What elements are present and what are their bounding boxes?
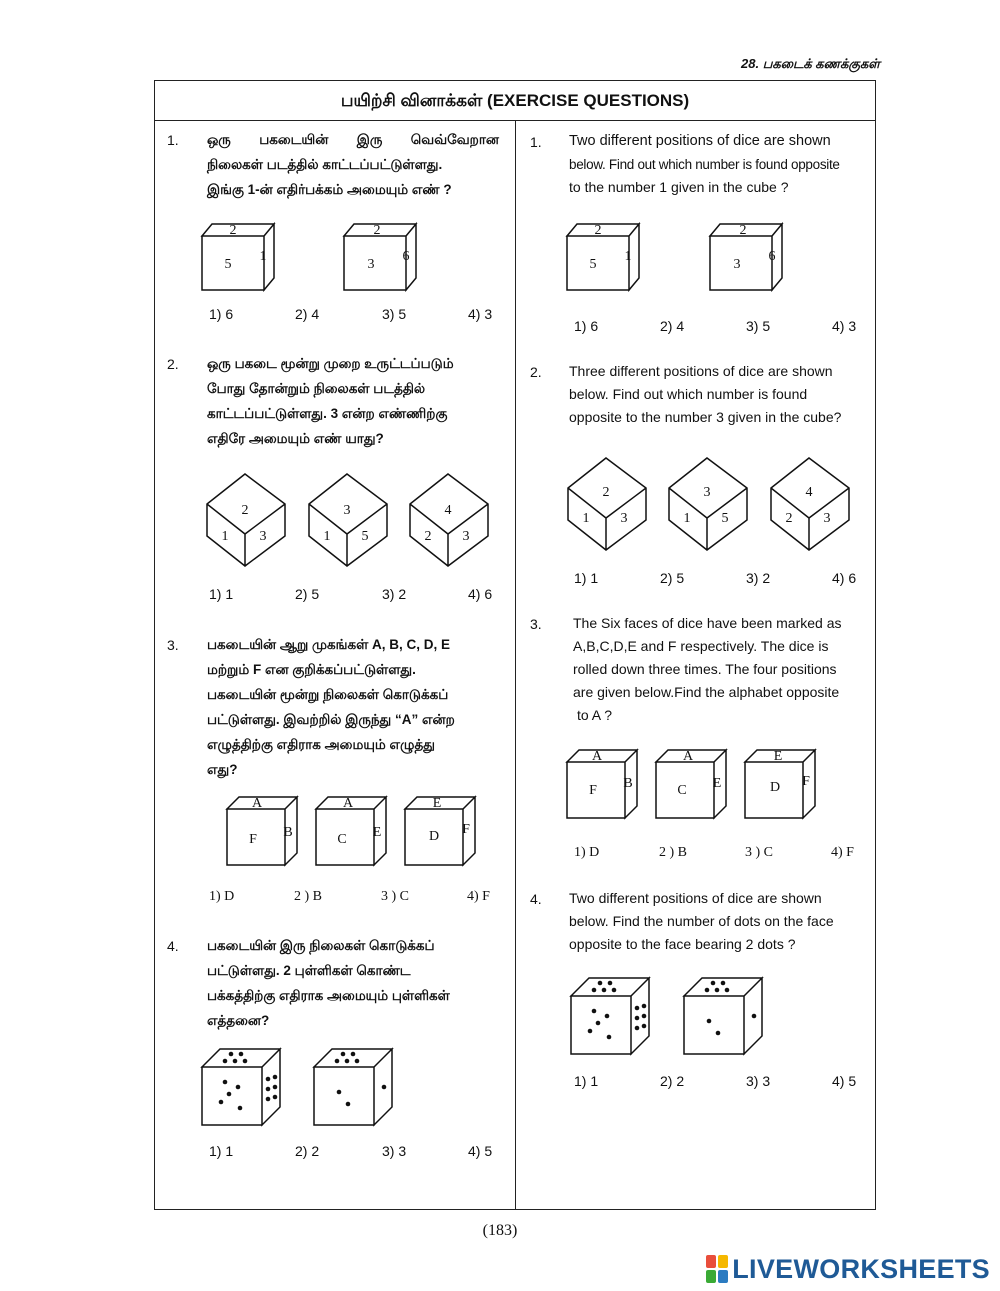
left-q4-option-2[interactable]: 2) 2 [295,1143,320,1159]
left-q4-text [207,933,499,1033]
left-q1-option-1[interactable]: 1) 6 [209,306,234,322]
liveworksheets-logo-icon [706,1255,728,1283]
right-q2-die-3 [769,456,851,552]
left-q2-die-2 [307,472,389,568]
die-front-label: 5 [224,257,232,272]
die-front-label: C [677,783,687,798]
die-side-label: 1 [624,249,632,264]
right-q1-die-1 [565,220,645,292]
right-q2-die-2 [667,456,749,552]
left-q1-line: இங்கு 1-ன் எதிர்பக்கம் அமையும் எண் ? [207,182,452,197]
left-q1-option-4[interactable]: 4) 3 [468,306,493,322]
right-q4-die-1 [569,976,651,1056]
left-q1-line: ஒரு பகடையின் இரு வெவ்வேறான [207,132,499,147]
left-q4-line: பக்கத்திற்கு எதிராக அமையும் புள்ளிகள் [207,988,450,1003]
die-right-label: 3 [620,511,628,526]
left-q4-option-3[interactable]: 3) 3 [382,1143,407,1159]
die-top-label: 2 [241,503,249,518]
die-top-label: 2 [739,223,747,238]
die-left-label: 1 [683,511,691,526]
right-q4-text [569,887,871,956]
die-left-label: 2 [424,529,432,544]
right-q4-line: Two different positions of dice are shown [569,890,822,906]
left-q4-option-1[interactable]: 1) 1 [209,1143,234,1159]
die-top-label: A [682,749,694,764]
right-q2-line: Three different positions of dice are shown [569,363,833,379]
right-q2-option-4[interactable]: 4) 6 [832,570,857,586]
left-q2-line: ஒரு பகடை மூன்று முறை உருட்டப்படும் [207,356,454,371]
right-q3-line: are given below.Find the alphabet opposite [573,684,840,700]
die-top-label: 3 [343,503,351,518]
right-q1-option-1[interactable]: 1) 6 [574,318,599,334]
die-right-label: 5 [721,511,729,526]
right-q1-text [569,130,871,199]
right-q1-line: below. Find out which number is found opposite [569,157,840,172]
right-q3-die-1 [565,748,639,820]
right-q2-text [569,360,871,429]
right-q3-die-2 [654,748,728,820]
left-q4-die-2 [312,1047,394,1127]
die-front-label: 3 [367,257,375,272]
die-side-label: E [712,776,722,791]
right-q2-line: below. Find out which number is found [569,386,808,402]
die-front-label: D [769,780,781,795]
left-q1-text [207,127,499,202]
left-q3-die-1 [225,795,299,867]
right-q2-option-1[interactable]: 1) 1 [574,570,599,586]
left-q3-line: எழுத்திற்கு எதிராக அமையும் எழுத்து [207,737,435,752]
left-q2-option-2[interactable]: 2) 5 [295,586,320,602]
die-right-label: 3 [823,511,831,526]
die-right-label: 3 [259,529,267,544]
left-q3-line: பகடையின் மூன்று நிலைகள் கொடுக்கப் [207,687,449,702]
die-top-label: E [432,796,442,811]
right-q1-line: to the number 1 given in the cube ? [569,179,789,195]
die-side-label: F [802,774,810,789]
left-q2-number: 2. [167,356,179,372]
right-q4-option-3[interactable]: 3) 3 [746,1073,771,1089]
right-q4-line: below. Find the number of dots on the face [569,913,834,929]
die-side-label: 1 [259,249,267,264]
left-q3-option-4[interactable]: 4) F [467,889,490,904]
right-q2-option-3[interactable]: 3) 2 [746,570,771,586]
die-top-label: 2 [229,223,237,238]
die-top-label: A [251,796,263,811]
die-side-label: 6 [768,249,776,264]
die-left-label: 1 [582,511,590,526]
left-q4-line: பகடையின் இரு நிலைகள் கொடுக்கப் [207,938,435,953]
right-q3-text [573,612,873,727]
right-q1-number: 1. [530,134,542,150]
left-q1-option-2[interactable]: 2) 4 [295,306,320,322]
die-top-label: A [342,796,354,811]
right-q4-option-2[interactable]: 2) 2 [660,1073,685,1089]
right-q4-die-2 [682,976,764,1056]
die-top-label: 4 [444,503,452,518]
right-q3-option-4[interactable]: 4) F [831,845,854,860]
left-q4-die-1 [200,1047,282,1127]
right-q4-option-4[interactable]: 4) 5 [832,1073,857,1089]
left-q2-line: காட்டப்பட்டுள்ளது. 3 என்ற எண்ணிற்கு [207,406,448,421]
left-q3-line: பட்டுள்ளது. இவற்றில் இருந்து “A” என்ற [207,712,455,727]
right-q4-line: opposite to the face bearing 2 dots ? [569,936,796,952]
die-side-label: B [623,776,633,791]
right-q3-line: A,B,C,D,E and F respectively. The dice is [573,638,829,654]
left-q2-option-4[interactable]: 4) 6 [468,586,493,602]
right-q2-number: 2. [530,364,542,380]
chapter-heading: 28. பகடைக் கணக்குகள் [741,56,880,71]
left-q2-text [207,351,499,451]
die-left-label: 1 [221,529,229,544]
left-q4-line: பட்டுள்ளது. 2 புள்ளிகள் கொண்ட [207,963,411,978]
die-top-label: 2 [373,223,381,238]
left-q3-die-3 [403,795,477,867]
right-q2-line: opposite to the number 3 given in the cube? [569,409,842,425]
right-q1-option-2[interactable]: 2) 4 [660,318,685,334]
die-front-label: F [249,832,257,847]
die-right-label: 3 [462,529,470,544]
left-q2-option-1[interactable]: 1) 1 [209,586,234,602]
left-q3-die-2 [314,795,388,867]
left-q4-line: எத்தனை? [207,1013,270,1028]
die-top-label: A [591,749,603,764]
right-q3-option-3[interactable]: 3 ) C [745,845,773,860]
die-right-label: 5 [361,529,369,544]
left-q2-line: போது தோன்றும் நிலைகள் படத்தில் [207,381,426,396]
right-q1-die-2 [708,220,788,292]
die-top-label: 2 [602,485,610,500]
die-top-label: 4 [805,485,813,500]
die-left-label: 1 [323,529,331,544]
die-top-label: 2 [594,223,602,238]
left-q2-line: எதிரே அமையும் எண் யாது? [207,431,384,446]
die-side-label: B [283,825,293,840]
left-q4-number: 4. [167,938,179,954]
left-q3-line: பகடையின் ஆறு முகங்கள் A, B, C, D, E [207,637,451,652]
page-number: (183) [482,1222,518,1239]
brand-name: LIVEWORKSHEETS [732,1253,990,1284]
right-q3-line: rolled down three times. The four positions [573,661,837,677]
right-q4-number: 4. [530,891,542,907]
die-front-label: 3 [733,257,741,272]
die-side-label: E [372,825,382,840]
left-q3-text [207,632,499,782]
brand-logo[interactable] [706,1254,990,1284]
right-q1-line: Two different positions of dice are shown [569,133,831,149]
right-q3-option-2[interactable]: 2 ) B [659,845,687,860]
right-q1-option-3[interactable]: 3) 5 [746,318,771,334]
right-q3-die-3 [743,748,817,820]
column-divider [515,121,516,1209]
left-q3-line: மற்றும் F என குறிக்கப்பட்டுள்ளது. [207,662,416,677]
left-q1-die-1 [200,220,280,292]
die-front-label: D [428,829,440,844]
left-q1-number: 1. [167,132,179,148]
right-q3-line: The Six faces of dice have been marked as [573,615,842,631]
left-q3-number: 3. [167,637,179,653]
right-q1-option-4[interactable]: 4) 3 [832,318,857,334]
left-q2-die-1 [205,472,287,568]
left-q3-option-1[interactable]: 1) D [209,889,235,904]
die-side-label: F [462,822,470,837]
left-q3-option-3[interactable]: 3 ) C [381,889,409,904]
left-q3-option-2[interactable]: 2 ) B [294,889,322,904]
left-q3-line: எது? [207,762,238,777]
die-top-label: 3 [703,485,711,500]
left-q1-option-3[interactable]: 3) 5 [382,306,407,322]
left-q1-line: நிலைகள் படத்தில் காட்டப்பட்டுள்ளது. [207,157,443,172]
die-front-label: 5 [589,257,597,272]
left-q2-die-3 [408,472,490,568]
die-front-label: F [589,783,597,798]
die-side-label: 6 [402,249,410,264]
right-q3-option-1[interactable]: 1) D [574,845,600,860]
right-q2-option-2[interactable]: 2) 5 [660,570,685,586]
right-q2-die-1 [566,456,648,552]
die-top-label: E [773,749,783,764]
left-q1-die-2 [342,220,422,292]
left-q2-option-3[interactable]: 3) 2 [382,586,407,602]
right-q3-number: 3. [530,616,542,632]
right-q3-line: to A ? [577,707,613,723]
right-q4-option-1[interactable]: 1) 1 [574,1073,599,1089]
left-q4-option-4[interactable]: 4) 5 [468,1143,493,1159]
exercise-title: பயிற்சி வினாக்கள் (EXERCISE QUESTIONS) [155,81,875,121]
die-front-label: C [337,832,347,847]
die-left-label: 2 [785,511,793,526]
